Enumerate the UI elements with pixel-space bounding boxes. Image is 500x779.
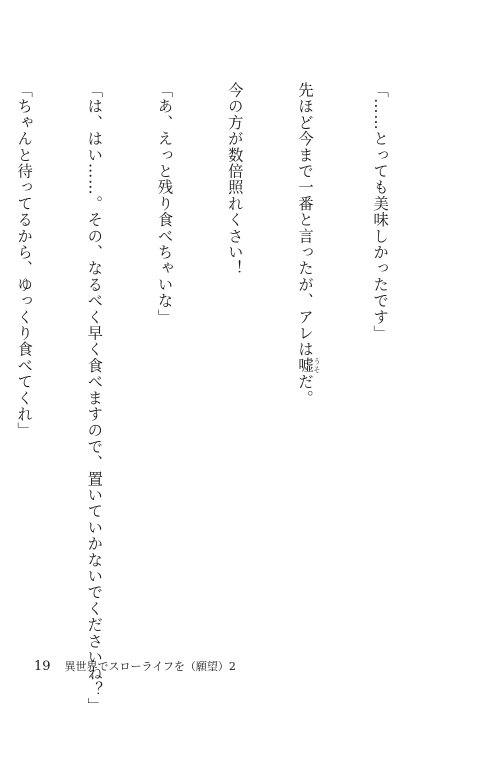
text-line-part: 先ほど今まで一番と言ったが、アレは [295,82,314,358]
page-number: 19 [34,659,51,674]
text-line: 「ちゃんと待ってるから、ゆっくり食べてくれ」 [15,82,34,439]
book-title: 異世界でスローライフを（願望）2 [64,660,236,673]
text-line: 「あ、えっと残り食べちゃいな」 [155,82,174,325]
ruby-word [295,357,321,374]
text-line-with-ruby [293,82,321,642]
page-footer [34,658,236,674]
text-line: 「は、はい……。その、なるべく早く食べますので、置いていかないでくださいね？」 [85,82,104,714]
text-line: 「……とっても美味しかったです」 [371,82,390,342]
ruby-base: 嘘 [295,357,314,374]
ruby-reading: うそ [312,357,321,374]
text-line: 今の方が数倍照れくさい！ [225,82,244,277]
text-line-tail: だ。 [295,373,314,407]
